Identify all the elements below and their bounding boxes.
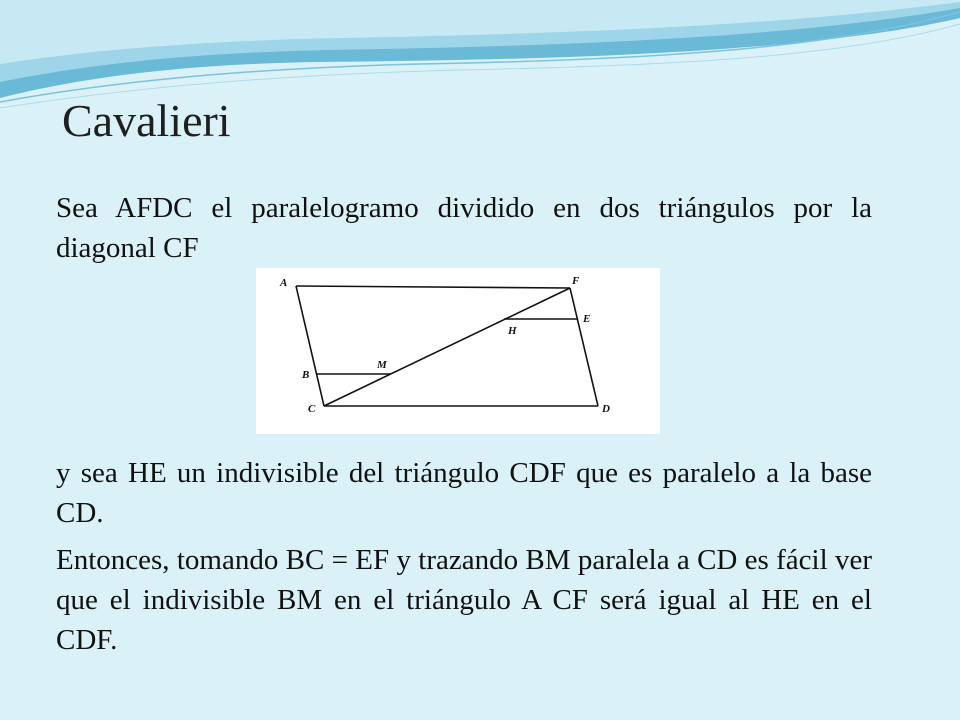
paragraph-intro: Sea AFDC el paralelogramo dividido en dos triángulos por la diagonal CF: [56, 192, 872, 264]
label-B: B: [302, 369, 310, 381]
label-D: D: [602, 403, 610, 415]
label-F: F: [572, 275, 580, 287]
segment-AC: [296, 286, 324, 406]
parallelogram-figure: [256, 268, 660, 434]
paragraph-conclusion: Entonces, tomando BC = EF y trazando BM paralela a CD es fácil ver que el indivisible BM en el triángulo A CF será igual al HE en el CDF.: [56, 544, 872, 656]
label-E: E: [583, 313, 591, 325]
label-A: A: [280, 277, 288, 289]
diagonal-CF: [324, 288, 570, 406]
paragraph-he-indivisible: y sea HE un indivisible del triángulo CDF que es paralelo a la base CD.: [56, 457, 872, 529]
segment-AF: [296, 286, 570, 288]
label-H: H: [508, 325, 517, 337]
label-C: C: [308, 403, 316, 415]
segment-FD: [570, 288, 598, 406]
slide-title: Cavalieri: [62, 95, 231, 146]
label-M: M: [377, 359, 387, 371]
